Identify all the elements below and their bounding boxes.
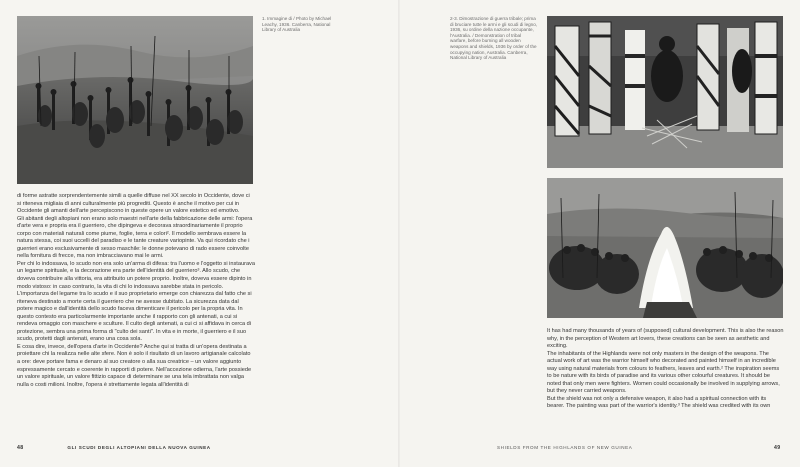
photo-burning-weapons xyxy=(547,178,783,318)
paragraph: But the shield was not only a defensive weapon, it also had a spiritual connection with its bearer. The painting was part of the warrior's identity.³ The shield was credited with its own xyxy=(547,395,771,410)
running-head-right: SHIELDS FROM THE HIGHLANDS OF NEW GUINEA xyxy=(497,445,633,450)
paragraph: The inhabitants of the Highlands were not only masters in the design of the weapons. The actual work of art was the warrior himself who decorated and painted himself in an incredible way using natural materials from colours to feathers, leaves and earth.² The inspiration seems to be nature with its birds of paradise and its various other colourful creatures. It should be noted that only men were fighters. Women could occasionally be involved in supplying arrows, but they never carried weapons. xyxy=(547,350,780,395)
photo-warriors-hillside xyxy=(17,16,253,184)
paragraph: di forme astratte sorprendentemente simili a quelle diffuse nel XX secolo in Occidente, dove ci si riteneva migliaia di anni culturalmente più progrediti. Questo è anche il motivo per cui in Occidente gli amanti dell'arte percepiscono in queste opere un valore estetico ed emotivo. xyxy=(17,193,250,215)
left-body-text xyxy=(17,193,255,389)
photo-shields-weapons xyxy=(547,16,783,168)
page-number: 49 xyxy=(774,445,781,451)
paragraph: E cosa dire, invece, dell'opera d'arte in Occidente? Anche qui si tratta di un'opera destinata a proiettare chi la realizza nelle alte sfere. Non è solo il risultato di un lavoro artigianale calcolato a ore: deve portare fama e denaro al suo creatore o alla sua creatrice – un valore aggiunto espressamente cercato e coerente in rapporti di potere. Nell'accezione odierna, l'arte possiede un valore spirituale, un valore fittizio capace di determinare se una tela imbrattata non valga nulla o costi milioni. Inoltre, l'opera è strettamente legata all'identità di xyxy=(17,343,252,388)
photo-caption-1: 1. Immagine di / Photo by Michael Leachy, 1936. Canberra, National Library of Australia xyxy=(262,16,332,33)
page-number: 48 xyxy=(17,445,24,451)
right-page xyxy=(400,0,800,467)
right-body-text xyxy=(547,328,785,411)
running-head: GLI SCUDI DEGLI ALTOPIANI DELLA NUOVA GUINEA xyxy=(67,445,211,450)
paragraph: It has had many thousands of years of (supposed) cultural development. This is also the reason why, in the perception of Western art lovers, these creations can be seen as aesthetic and exciting. xyxy=(547,328,784,350)
paragraph: Per chi lo indossava, lo scudo non era solo un'arma di difesa: tra l'uomo e l'oggetto si instaurava un legame spirituale, e la decorazione era parte dell'identità del guerriero³. Allo scudo, che doveva contribuire alla vittoria, era attribuito un potere proprio. Inoltre, doveva essere dipinto in modo vistoso: in caso contrario, la vita di chi lo indossava sarebbe stata in pericolo. L'importanza del legame tra lo scudo e il suo proprietario emerge con chiarezza dal fatto che si riteneva destinato a morte certa il guerriero che ne avesse dubitato. La sicurezza data dal potere magico e dall'identità dello scudo faceva dimenticare il pericolo per la propria vita. In questo contesto era particolarmente importante anche il rapporto con gli antenati, a cui si rendeva omaggio con maschere e sculture. Il culto degli antenati, a cui ci si affidava in cerca di protezione, sembra una prima forma di "culto dei santi". In vita e in morte, il guerriero e il suo scudo, protetti dagli antenati, erano una cosa sola. xyxy=(17,260,255,343)
folio-left xyxy=(17,445,211,451)
folio-right xyxy=(774,445,781,451)
photo-caption-2-3: 2-3. Dimostrazione di guerra tribale; prima di bruciare tutte le armi e gli scudi di legno, 1936, su ordine della nazione occupante, l'Australia. / Demonstration of tribal warfare, before burning all wooden weapons and shields, 1936 by order of the occupying nation, Australia. Canberra, National Library of Australia xyxy=(450,16,538,61)
paragraph: Gli abitanti degli altopiani non erano solo maestri nell'arte della fabbricazione delle armi: l'opera d'arte vera e propria era il guerriero, che dipingeva e decorava straordinariamente il proprio corpo con materiali naturali come piume, foglie, terra e colori². Il modello sembrava essere la natura stessa, coi suoi uccelli del paradiso e le tante creature variopinte. Va qui ricordato che i guerrieri erano esclusivamente di sesso maschile: le donne potevano di rado essere coinvolte nella fornitura di frecce, ma non imbracciavano mai le armi. xyxy=(17,215,253,260)
